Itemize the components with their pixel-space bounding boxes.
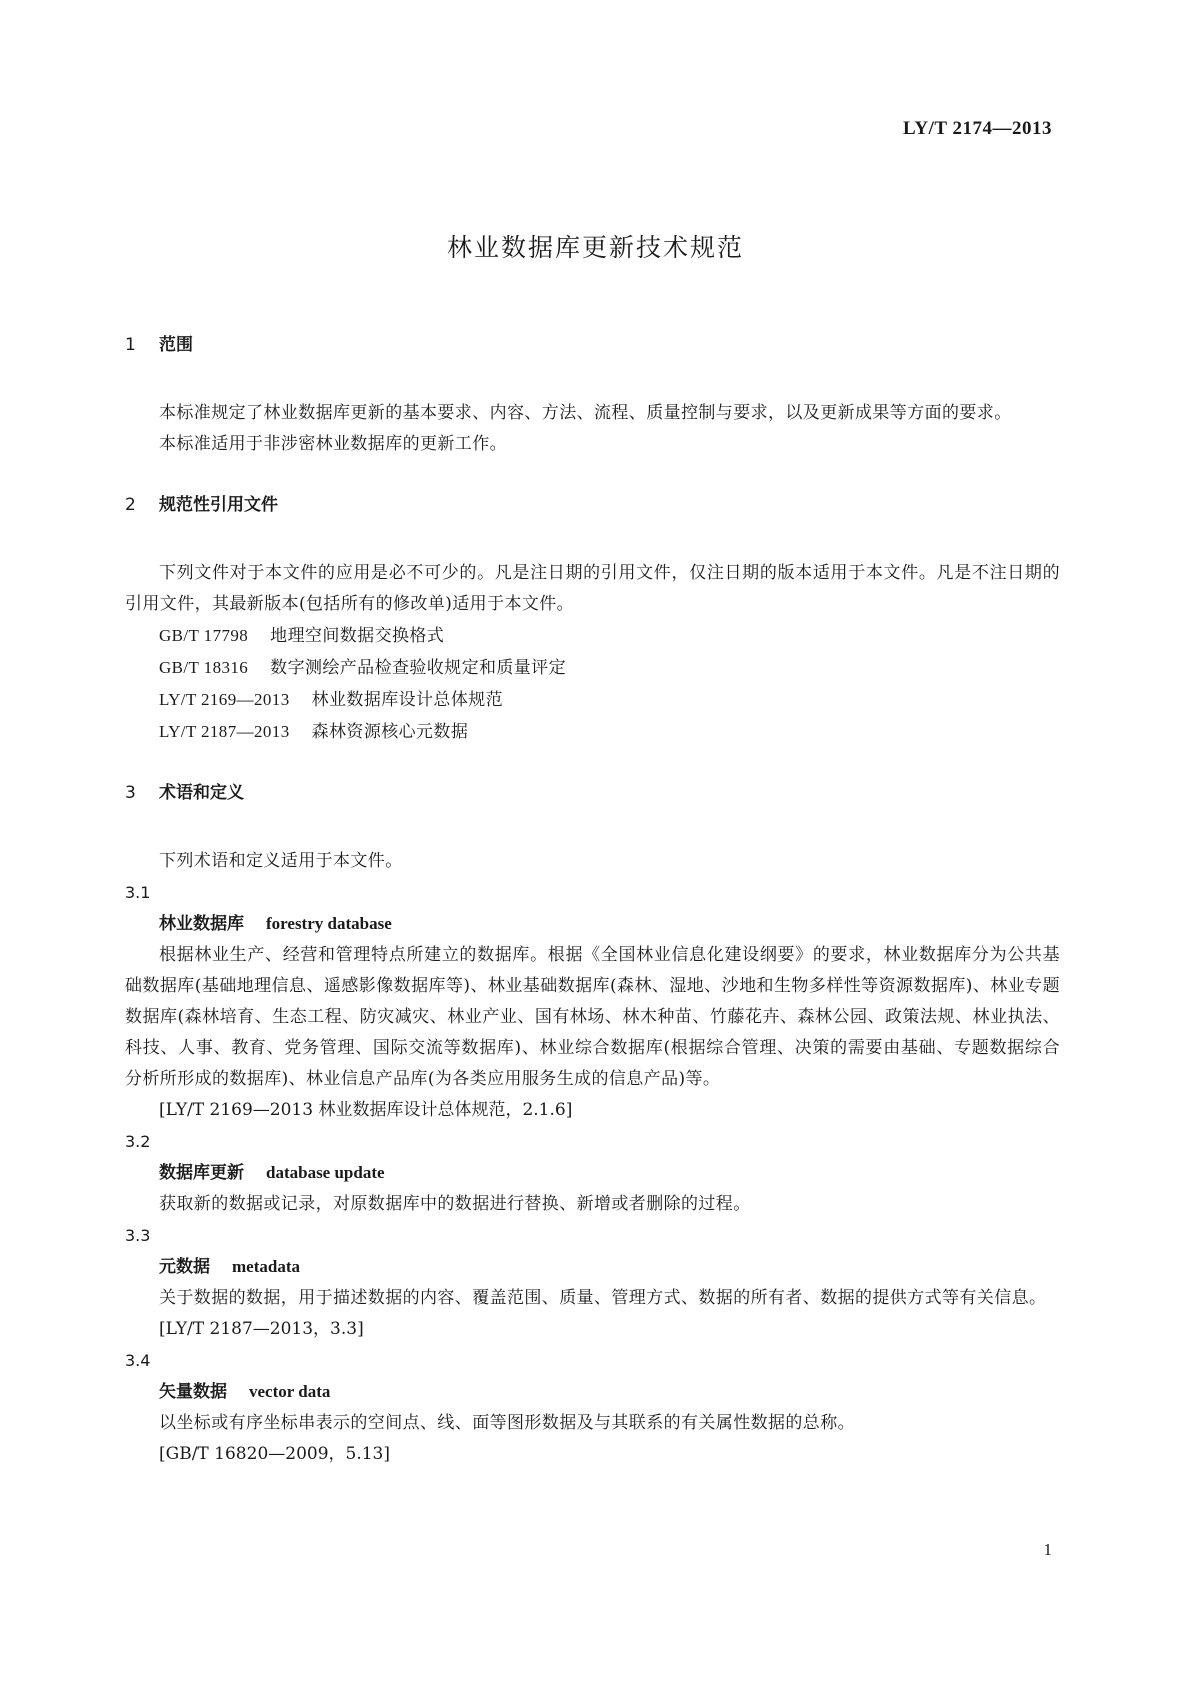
reference-code: GB/T 17798 xyxy=(159,626,249,645)
section-number: 3 xyxy=(125,783,136,803)
term-name xyxy=(125,1376,1060,1408)
document-title: 林业数据库更新技术规范 xyxy=(446,233,744,262)
term-name-en: vector data xyxy=(249,1382,331,1401)
terms-intro: 下列术语和定义适用于本文件。 xyxy=(159,851,403,871)
term-number: 3.1 xyxy=(125,883,151,902)
term-name-zh: 矢量数据 xyxy=(159,1382,227,1402)
term-name-zh: 数据库更新 xyxy=(159,1163,244,1183)
scope-paragraph-2: 本标准适用于非涉密林业数据库的更新工作。 xyxy=(159,434,507,454)
section-3-heading xyxy=(125,778,1060,808)
term-name-zh: 元数据 xyxy=(159,1257,210,1277)
section-title: 范围 xyxy=(159,335,193,355)
reference-item xyxy=(125,684,1060,716)
term-definition: 根据林业生产、经营和管理特点所建立的数据库。根据《全国林业信息化建设纲要》的要求，林业数据库分为公共基础数据库(基础地理信息、遥感影像数据库等)、林业基础数据库(森林、湿地、沙地和生物多样性等资源数据库)、林业专题数据库(森林培育、生态工程、防灾减灾、林业产业、国有林场、林木种苗、竹藤花卉、森林公园、政策法规、林业执法、科技、人事、教育、党务管理、国际交流等数据库)、林业综合数据库(根据综合管理、决策的需要由基础、专题数据综合分析所形成的数据库)、林业信息产品库(为各类应用服务生成的信息产品)等。 xyxy=(125,945,1060,1089)
term-definition: 以坐标或有序坐标串表示的空间点、线、面等图形数据及与其联系的有关属性数据的总称。 xyxy=(159,1413,855,1433)
term-number: 3.3 xyxy=(125,1226,151,1245)
section-1-heading xyxy=(125,330,1060,360)
reference-code: LY/T 2169—2013 xyxy=(159,690,290,709)
term-name xyxy=(125,908,1060,940)
reference-title: 森林资源核心元数据 xyxy=(311,722,469,742)
standard-code: LY/T 2174—2013 xyxy=(902,118,1052,139)
term-number: 3.2 xyxy=(125,1132,151,1151)
term-definition: 关于数据的数据，用于描述数据的内容、覆盖范围、质量、管理方式、数据的所有者、数据的提供方式等有关信息。 xyxy=(159,1288,1047,1308)
section-title: 术语和定义 xyxy=(159,783,244,803)
term-name xyxy=(125,1251,1060,1283)
section-title: 规范性引用文件 xyxy=(159,495,278,515)
term-name-en: metadata xyxy=(232,1257,300,1276)
term-source: [GB/T 16820—2009，5.13] xyxy=(159,1444,391,1464)
normative-references-paragraph: 下列文件对于本文件的应用是必不可少的。凡是注日期的引用文件，仅注日期的版本适用于本文件。凡是不注日期的引用文件，其最新版本(包括所有的修改单)适用于本文件。 xyxy=(125,563,1060,614)
reference-title: 地理空间数据交换格式 xyxy=(270,626,445,646)
reference-item xyxy=(125,620,1060,652)
page-number: 1 xyxy=(1043,1540,1052,1559)
reference-item xyxy=(125,652,1060,684)
term-name-en: database update xyxy=(266,1163,385,1182)
section-2-heading xyxy=(125,490,1060,520)
term-source: [LY/T 2169—2013 林业数据库设计总体规范，2.1.6] xyxy=(159,1100,573,1120)
reference-item xyxy=(125,716,1060,748)
term-name-en: forestry database xyxy=(266,914,392,933)
reference-title: 林业数据库设计总体规范 xyxy=(311,690,504,710)
section-number: 1 xyxy=(125,335,136,355)
document-body xyxy=(125,330,1060,1470)
section-number: 2 xyxy=(125,495,136,515)
reference-title: 数字测绘产品检查验收规定和质量评定 xyxy=(270,658,566,678)
term-number: 3.4 xyxy=(125,1351,151,1370)
term-source: [LY/T 2187—2013，3.3] xyxy=(159,1319,364,1339)
scope-paragraph-1: 本标准规定了林业数据库更新的基本要求、内容、方法、流程、质量控制与要求，以及更新成果等方面的要求。 xyxy=(159,403,1012,423)
term-name-zh: 林业数据库 xyxy=(159,914,244,934)
reference-code: GB/T 18316 xyxy=(159,658,249,677)
term-definition: 获取新的数据或记录，对原数据库中的数据进行替换、新增或者删除的过程。 xyxy=(159,1194,751,1214)
reference-code: LY/T 2187—2013 xyxy=(159,722,290,741)
term-name xyxy=(125,1157,1060,1189)
